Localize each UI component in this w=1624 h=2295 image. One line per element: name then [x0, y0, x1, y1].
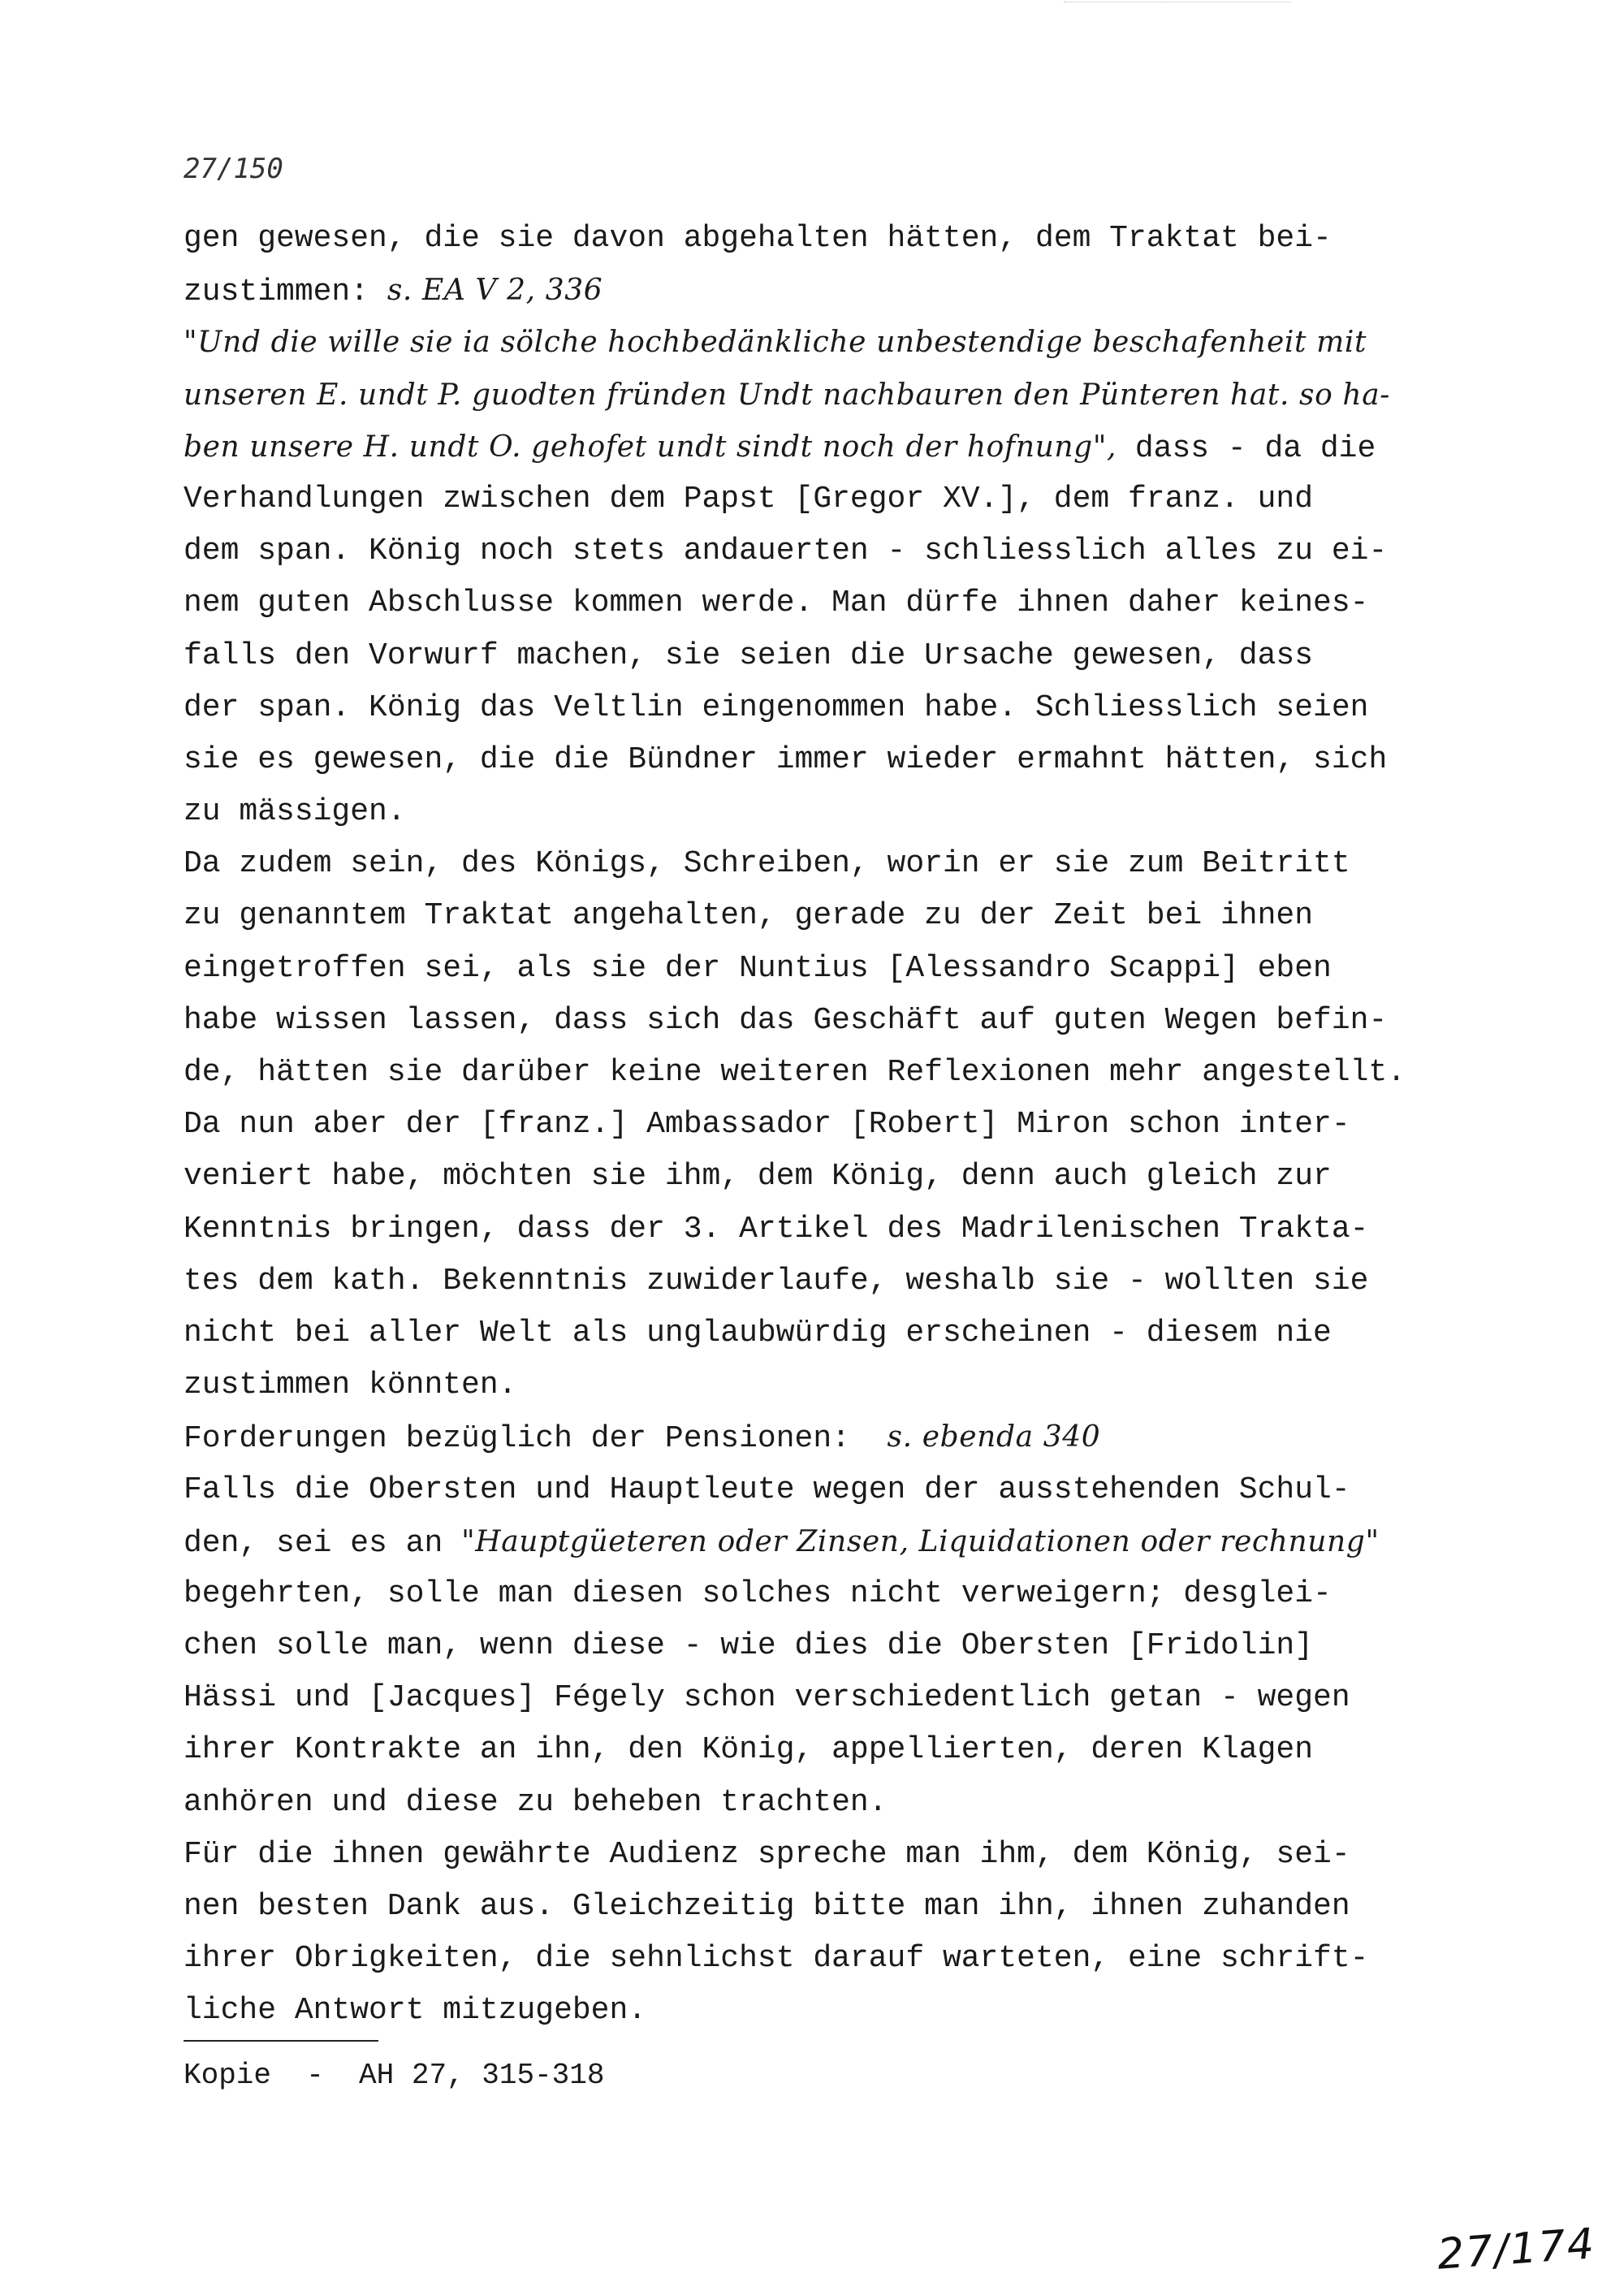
text-segment: eingetroffen sei, als sie der Nuntius [Alessandro Scappi] eben: [184, 950, 1332, 986]
quoted-source-text: "Hauptgüeteren oder Zinsen, Liquidationen oder rechnung": [461, 1524, 1380, 1558]
text-line: [184, 1464, 1491, 1516]
text-segment: zu mässigen.: [184, 794, 406, 830]
text-segment: Da zudem sein, des Königs, Schreiben, worin er sie zum Beitritt: [184, 846, 1350, 882]
text-segment: tes dem kath. Bekenntnis zuwiderlaufe, weshalb sie - wollten sie: [184, 1263, 1369, 1299]
text-line: [184, 525, 1491, 577]
page-number: 27/150: [184, 153, 283, 185]
text-line: [184, 1516, 1491, 1568]
text-line: [184, 370, 1491, 421]
text-segment: Verhandlungen zwischen dem Papst [Gregor XV.], dem franz. und: [184, 481, 1314, 516]
quoted-source-text: "Und die wille sie ia sölche hochbedänkliche unbestendige beschafenheit mit: [184, 326, 1367, 360]
text-line: [184, 682, 1491, 734]
text-line: [184, 1985, 1491, 2037]
text-line: [184, 734, 1491, 786]
quoted-source-text: ben unsere H. undt O. gehofet undt sindt noch der hofnung",: [184, 430, 1117, 464]
text-segment: der span. König das Veltlin eingenommen habe. Schliesslich seien: [184, 689, 1369, 725]
text-segment: zu genanntem Traktat angehalten, gerade zu der Zeit bei ihnen: [184, 898, 1314, 934]
quoted-source-text: unseren E. undt P. guodten fründen Undt nachbauren den Pünteren hat. so ha-: [184, 378, 1391, 412]
quoted-source-text: s. ebenda 340: [887, 1420, 1101, 1454]
text-segment: zustimmen könnten.: [184, 1368, 517, 1403]
text-segment: dass - da die: [1116, 430, 1376, 466]
text-line: [184, 1256, 1491, 1307]
text-segment: Forderungen bezüglich der Pensionen:: [184, 1421, 888, 1457]
text-line: [184, 1359, 1491, 1411]
text-segment: gen gewesen, die sie davon abgehalten hätten, dem Traktat bei-: [184, 221, 1332, 256]
text-segment: chen solle man, wenn diese - wie dies die Obersten [Fridolin]: [184, 1628, 1314, 1664]
document-body: [184, 213, 1491, 2038]
text-line: [184, 213, 1491, 265]
text-line: [184, 1568, 1491, 1620]
text-line: [184, 1099, 1491, 1151]
text-segment: de, hätten sie darüber keine weiteren Reflexionen mehr angestellt.: [184, 1055, 1406, 1090]
text-line: [184, 1777, 1491, 1829]
text-line: [184, 890, 1491, 942]
text-segment: anhören und diese zu beheben trachten.: [184, 1784, 888, 1820]
text-line: [184, 265, 1491, 317]
text-segment: ihrer Kontrakte an ihn, den König, appellierten, deren Klagen: [184, 1732, 1314, 1768]
text-segment: nicht bei aller Welt als unglaubwürdig erscheinen - diesem nie: [184, 1315, 1332, 1351]
text-line: [184, 317, 1491, 369]
handwritten-archive-number: 27/174: [1436, 2219, 1597, 2280]
text-segment: Hässi und [Jacques] Fégely schon verschiedentlich getan - wegen: [184, 1680, 1350, 1716]
text-line: [184, 1151, 1491, 1203]
text-segment: zustimmen:: [184, 274, 387, 310]
text-line: [184, 1307, 1491, 1359]
text-segment: habe wissen lassen, dass sich das Geschäft auf guten Wegen befin-: [184, 1002, 1388, 1038]
footnote-divider: [184, 2040, 378, 2042]
text-segment: den, sei es an: [184, 1525, 462, 1561]
text-line: [184, 1047, 1491, 1099]
text-line: [184, 1411, 1491, 1463]
text-segment: nem guten Abschlusse kommen werde. Man dürfe ihnen daher keines-: [184, 586, 1369, 621]
text-line: [184, 630, 1491, 682]
text-segment: veniert habe, möchten sie ihm, dem König, denn auch gleich zur: [184, 1159, 1332, 1195]
text-segment: liche Antwort mitzugeben.: [184, 1993, 647, 2029]
source-footnote: Kopie - AH 27, 315-318: [184, 2059, 605, 2092]
text-line: [184, 838, 1491, 890]
text-line: [184, 473, 1491, 525]
text-segment: sie es gewesen, die die Bündner immer wieder ermahnt hätten, sich: [184, 741, 1388, 777]
text-segment: dem span. König noch stets andauerten - schliesslich alles zu ei-: [184, 534, 1388, 569]
text-line: [184, 577, 1491, 629]
text-line: [184, 1724, 1491, 1776]
text-line: [184, 1933, 1491, 1985]
text-line: [184, 1204, 1491, 1256]
quoted-source-text: s. EA V 2, 336: [387, 274, 603, 308]
text-segment: ihrer Obrigkeiten, die sehnlichst darauf warteten, eine schrift-: [184, 1941, 1369, 1977]
text-segment: Für die ihnen gewährte Audienz spreche man ihm, dem König, sei-: [184, 1836, 1350, 1872]
text-line: [184, 1672, 1491, 1724]
text-segment: falls den Vorwurf machen, sie seien die Ursache gewesen, dass: [184, 638, 1314, 673]
text-line: [184, 1881, 1491, 1933]
text-segment: nen besten Dank aus. Gleichzeitig bitte man ihn, ihnen zuhanden: [184, 1889, 1350, 1924]
text-segment: begehrten, solle man diesen solches nicht verweigern; desglei-: [184, 1575, 1332, 1611]
text-line: [184, 1620, 1491, 1672]
text-line: [184, 786, 1491, 838]
text-segment: Da nun aber der [franz.] Ambassador [Robert] Miron schon inter-: [184, 1107, 1350, 1143]
text-line: [184, 1829, 1491, 1881]
text-segment: Falls die Obersten und Hauptleute wegen der ausstehenden Schul-: [184, 1472, 1350, 1507]
text-segment: Kenntnis bringen, dass der 3. Artikel des Madrilenischen Trakta-: [184, 1211, 1369, 1247]
text-line: [184, 421, 1491, 473]
text-line: [184, 995, 1491, 1047]
text-line: [184, 943, 1491, 995]
